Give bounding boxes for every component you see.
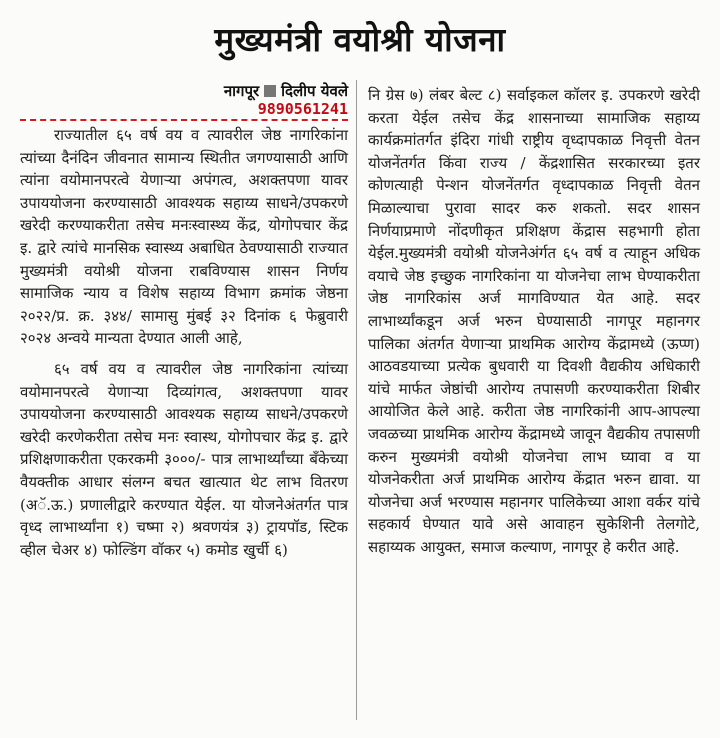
paragraph-gap [20, 350, 348, 358]
byline-separator-square [264, 85, 276, 97]
article-paragraph-1: राज्यातील ६५ वर्ष वय व त्यावरील जेष्ठ नागरिकांना त्यांच्या दैनंदिन जीवनात सामान्य स्थितीत जगण्यासाठी आणि त्यांना वयोमानपरत्वे येणाऱ्या अपंगत्व, अशक्तपणा यावर उपाययोजना करण्यासाठी आवश्यक सहाय्य साधने/उपकरणे खरेदी करण्याकरीता तसेच मनःस्वास्थ्य केंद्र, योगोपचार केंद्र इ. द्वारे त्यांचे मानसिक स्वास्थ्य अबाधित ठेवण्यासाठी राज्यात मुख्यमंत्री वयोश्री योजना राबविण्यास शासन निर्णय सामाजिक न्याय व विशेष सहाय्य विभाग क्रमांक जेष्ठना २०२२/प्र. क्र. ३४४/ सामासु मुंबई ३२ दिनांक ६ फेब्रुवारी २०२४ अन्वये मान्यता देण्यात आली आहे, [20, 126, 348, 348]
byline [20, 82, 348, 100]
article-paragraph-3: नि ग्रेस ७) लंबर बेल्ट ८) सर्वाइकल कॉलर इ. उपकरणे खरेदी करता येईल तसेच केंद्र शासनाच्या सामाजिक सहाय्य कार्यक्रमांतर्गत इंदिरा गांधी राष्ट्रीय वृध्दापकाळ निवृत्ती वेतन योजनेंतर्गत किंवा राज्य / केंद्रशासित सरकारच्या इतर कोणत्याही पेन्शन योजनेंतर्गत वृध्दापकाळ निवृत्ती वेतन मिळाल्याचा पुरावा सादर करु शकतो. सदर शासन निर्णयाप्रमाणे नोंदणीकृत प्रशिक्षण केंद्रास सहभागी होता येईल.मुख्यमंत्री वयोश्री योजनेअंर्गत ६५ वर्ष व त्याहून अधिक वयाचे जेष्ठ इच्छुक नागरिकांना या योजनेचा लाभ घेण्याकरीता जेष्ठ नागरिकांस अर्ज मागविण्यात येत आहे. सदर लाभार्थ्यांकडून अर्ज भरुन घेण्यासाठी नागपूर महानगर पालिका अंतर्गत येणाऱ्या प्राथमिक आरोग्य केंद्रामध्ये (ऊप्ण) आठवडयाच्या प्रत्येक बुधवारी या दिवशी वैद्यकीय अधिकारी यांचे मार्फत जेष्ठांची आरोग्य तपासणी करण्याकरीता शिबीर आयोजित केले आहे. करीता जेष्ठ नागरिकांनी आप-आपल्या जवळच्या प्राथमिक आरोग्य केंद्रामध्ये जावून वैद्यकीय तपासणी करुन मुख्यमंत्री वयोश्री योजनेचा लाभ घ्यावा व या योजनेकरीता अर्ज प्राथमिक आरोग्य केंद्रात भरुन द्यावा. या योजनेचा अर्ज भरण्यास महानगर पालिकेच्या आशा वर्कर यांचे सहकार्य घेण्यात यावे असे आवाहन सुकेशिनी तेलगोटे, सहाय्यक आयुक्त, समाज कल्याण, नागपूर हे करीत आहे. [368, 86, 700, 556]
byline-phone: 9890561241 [257, 100, 348, 118]
article-paragraph-2: ६५ वर्ष वय व त्यावरील जेष्ठ नागरिकांना त्यांच्या वयोमानपरत्वे येणाऱ्या दिव्यांगत्व, अशक्तपणा यावर उपाययोजना करण्यासाठी आवश्यक सहाय्य साधने/उपकरणे खरेदी करणेकरीता तसेच मनः स्वास्थ, योगोपचार केंद्र इ. द्वारे प्रशिक्षणाकरीता एकरकमी ३०००/- पात्र लाभार्थ्यांच्या बँकेच्या वैयक्तीक आधार संलग्न बचत खात्यात थेट लाभ वितरण (अॅ.ऊ.) प्रणालीद्वारे करण्यात येईल. या योजनेअंतर्गत पात्र वृध्द लाभार्थ्यांना १) चष्मा २) श्रवणयंत्र ३) ट्रायपॉड, स्टिक व्हील चेअर ४) फोल्डिंग वॉकर ५) कमोड खुर्ची ६) [20, 359, 348, 559]
byline-author: दिलीप येवले [281, 82, 348, 100]
byline-city: नागपूर [223, 82, 260, 100]
right-column [368, 84, 700, 558]
left-column [20, 82, 348, 561]
dashed-rule [20, 119, 348, 121]
column-divider [356, 80, 357, 720]
headline: मुख्यमंत्री वयोश्री योजना [214, 20, 506, 59]
